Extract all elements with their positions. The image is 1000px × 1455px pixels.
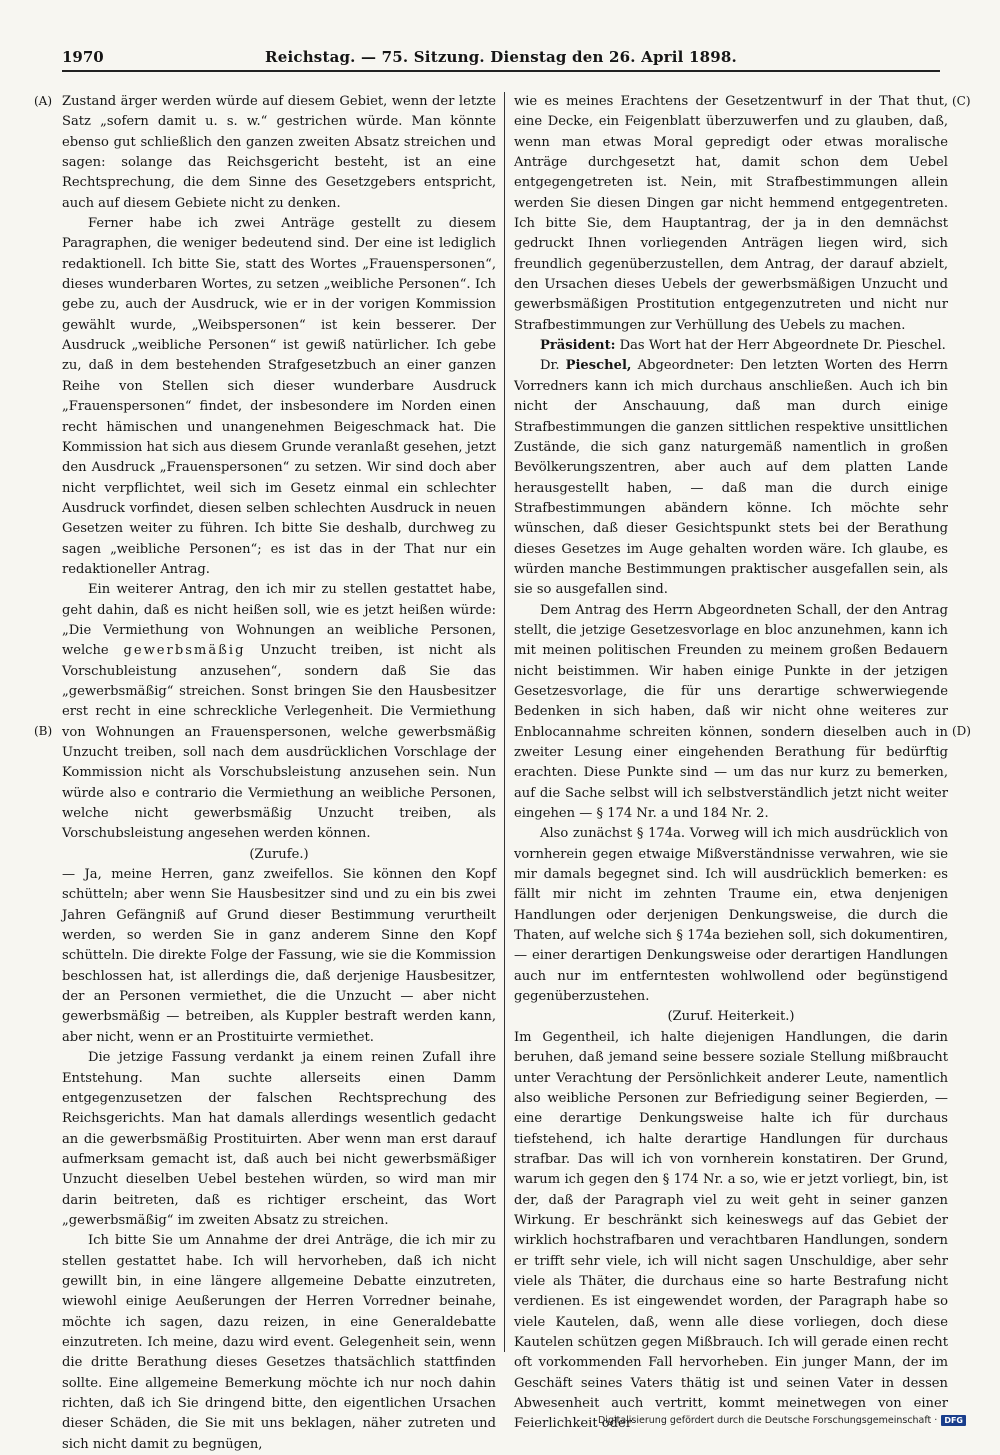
margin-marker-c: (C) [952,94,971,108]
paragraph: Ferner habe ich zwei Anträge gestellt zu diesem Paragraphen, die weniger bedeutend sind. Der eine ist lediglich redaktionell. Ich bitte Sie, statt des Wortes „Frauenspersonen“, dieses wunderbaren Wortes, zu setzen „weibliche Personen“. Ich gebe zu, auch der Ausdruck, wie er in der vorigen Kommission gewählt wurde, „Weibspersonen“ ist kein besserer. Der Ausdruck „weibliche Personen“ ist gewiß natürlicher. Ich gebe zu, daß in dem bestehenden Strafgesetzbuch an einer ganzen Reihe von Stellen sich dieser wunderbare Ausdruck „Frauenspersonen“ findet, der insbesondere im Norden einen recht hämischen und unangenehmen Beigeschmack hat. Die Kommission hat sich aus diesem Grunde veranlaßt gesehen, jetzt den Ausdruck „Frauenspersonen“ zu setzen. Wir sind doch aber nicht verpflichtet, weil sich im Gesetz einmal ein schlechter Ausdruck vorfindet, diesen selben schlechten Ausdruck in neuen Gesetzen weiter zu führen. Ich bitte Sie deshalb, durchweg zu sagen „weibliche Personen“; es ist das in der That nur ein redaktioneller Antrag. [62,216,496,577]
text-run: Abgeordneter: Den letzten Worten des Herrn Vorredners kann ich mich durchaus anschließen. Auch ich bin nicht der Anschauung, daß man durch einige Strafbestimmungen die ganzen sittlichen respektive unsittlichen Zustände, die sich ganz naturgemäß namentlich in großen Bevölkerungszentren, aber auch auf dem platten Lande herausgestellt haben, — daß man die durch einige Strafbestimmungen abändern könne. Ich möchte sehr wünschen, daß dieser Gesichtspunkt stets bei der Berathung dieses Gesetzes im Auge gehalten worden wäre. Ich glaube, es würden manche Bestimmungen praktischer ausgefallen sein, als sie so ausgefallen sind. [514,358,948,598]
interjection: (Zuruf. Heiterkeit.) [667,1009,795,1025]
text-run: Das Wort hat der Herr Abgeordnete Dr. Pieschel. [615,338,946,354]
paragraph: wie es meines Erachtens der Gesetzentwurf in der That thut, eine Decke, ein Feigenblatt überzuwerfen und zu glauben, daß, wenn man etwas Moral gepredigt oder etwas moralische Anträge durchgesetzt hat, damit schon dem Uebel entgegengetreten ist. Nein, mit Strafbestimmungen allein werden Sie diesen Dingen gar nicht hemmend entgegentreten. Ich bitte Sie, dem Hauptantrag, der ja in den demnächst gedruckt Ihnen vorliegenden Anträgen liegen wird, sich freundlich gegenüberzustellen, dem Antrag, der darauf abzielt, den Ursachen dieses Uebels der gewerbsmäßigen Unzucht und gewerbsmäßigen Prostitution entgegenzutreten und nicht nur Strafbestimmungen zur Verhüllung des Uebels zu machen. [514,94,948,333]
paragraph [62,580,496,844]
page-number: 1970 [62,48,104,66]
text-run: Unzucht treiben, ist nicht als Vorschubleistung anzusehen“, sondern daß Sie das „gewerbsmäßig“ streichen. Sonst bringen Sie den Hausbesitzer erst recht in eine schreckliche Verlegenheit. Die Vermiethung von Wohnungen an Frauenspersonen, welche gewerbsmäßig Unzucht treiben, soll nach dem ausdrücklichen Vorschlage der Kommission nicht als Vorschubsleistung anzusehen sein. Nun würde also e contrario die Vermiethung an weibliche Personen, welche nicht gewerbsmäßig Unzucht treiben, als Vorschubsleistung angesehen werden können. [62,643,496,842]
paragraph: Die jetzige Fassung verdankt ja einem reinen Zufall ihre Entstehung. Man suchte allerseits einen Damm entgegenzusetzen der falschen Rechtsprechung des Reichsgerichts. Man hat damals allerdings wesentlich gedacht an die gewerbsmäßig Prostituirten. Aber wenn man erst darauf aufmerksam gemacht ist, daß auch bei nicht gewerbsmäßiger Unzucht dieselben Uebel bestehen würden, so wird man mir darin beitreten, daß es richtiger erscheint, das Wort „gewerbsmäßig“ im zweiten Absatz zu streichen. [62,1050,496,1228]
paragraph: Also zunächst § 174a. Vorweg will ich mich ausdrücklich von vornherein gegen etwaige Mißverständnisse verwahren, wie sie mir damals begegnet sind. Ich will ausdrücklich bemerken: es fällt mir nicht im zehnten Traume ein, etwa denjenigen Handlungen oder derjenigen Denkungsweise, die durch die Thaten, auf welche sich § 174a beziehen soll, sich dokumentiren, — einer derartigen Denkungsweise oder derartigen Handlungen auch nur im entferntesten wohlwollend oder begünstigend gegenüberzustehen. [514,826,948,1005]
paragraph: Zustand ärger werden würde auf diesem Gebiet, wenn der letzte Satz „sofern damit u. s. w.“ gestrichen würde. Man könnte ebenso gut schließlich den ganzen zweiten Absatz streichen und sagen: solange das Reichsgericht besteht, ist an eine Rechtsprechung, die dem Sinne des Gesetzgebers entspricht, auch auf diesem Gebiete nicht zu denken. [62,94,496,211]
footer-text: Digitalisierung gefördert durch die Deutsche Forschungsgemeinschaft · [597,1415,938,1426]
paragraph [514,336,948,356]
paragraph [514,356,948,600]
text-run: Ein weiterer Antrag, den ich mir zu stellen gestattet habe, geht dahin, daß es nicht heißen soll, wie es jetzt heißen würde: „Die Vermiethung von Wohnungen an weibliche Personen, welche [62,582,496,659]
left-column [62,92,496,1452]
margin-marker-d: (D) [952,724,971,738]
running-header [62,46,940,72]
margin-marker-a: (A) [34,94,53,108]
paragraph: Ich bitte Sie um Annahme der drei Anträge, die ich mir zu stellen gestattet habe. Ich will hervorheben, daß ich nicht gewillt bin, in eine längere allgemeine Debatte einzutreten, wiewohl einige Aeußerungen der Herren Vorredner beinahe, möchte ich sagen, dazu reizen, in eine Generaldebatte einzutreten. Ich meine, dazu wird event. Gelegenheit sein, wenn die dritte Berathung dieses Gesetzes thatsächlich stattfinden sollte. Eine allgemeine Bemerkung möchte ich nur noch dahin richten, daß ich Sie dringend bitte, den eigentlichen Ursachen dieser Schäden, die Sie mit uns beklagen, näher zutreten und sich nicht damit zu begnügen, [62,1233,496,1452]
paragraph: Im Gegentheil, ich halte diejenigen Handlungen, die darin beruhen, daß jemand seine bessere soziale Stellung mißbraucht unter Verachtung der Persönlichkeit anderer Leute, namentlich also weibliche Personen zur Befriedigung seiner Begierden, — eine derartige Denkungsweise halte ich für durchaus tiefstehend, ich halte derartige Handlungen für durchaus strafbar. Das will ich von vornherein konstatiren. Der Grund, warum ich gegen den § 174 Nr. a so, wie er jetzt vorliegt, bin, ist der, daß der Paragraph viel zu weit geht in seiner ganzen Wirkung. Er beschränkt sich keineswegs auf das Gebiet der wirklich hochstrafbaren und verachtbaren Handlungen, sondern er trifft sehr viele, ich will nicht sagen Unschuldige, aber sehr viele als Thäter, die durchaus eine so harte Bestrafung nicht verdienen. Es ist eingewendet worden, der Paragraph habe so viele Kautelen, daß, wenn alle diese vorliegen, doch diese Kautelen schützen gegen Mißbrauch. Ich will gerade einen recht oft vorkommenden Fall hervorheben. Ein junger Mann, der im Geschäft seines Vaters thätig ist und seinen Vater in dessen Abwesenheit auch vertritt, kommt meinetwegen von einer Feierlichkeit oder [514,1029,948,1432]
speaker-label: Präsident: [540,338,616,354]
interjection: (Zurufe.) [249,846,309,862]
paragraph: — Ja, meine Herren, ganz zweifellos. Sie können den Kopf schütteln; aber wenn Sie Hausbesitzer sind und zu ein bis zwei Jahren Gefängniß auf Grund dieser Bestimmung verurtheilt werden, so werden Sie in ganz anderem Sinne den Kopf schütteln. Die direkte Folge der Fassung, wie sie die Kommission beschlossen hat, ist allerdings die, daß derjenige Hausbesitzer, der an Personen vermiethet, die die Unzucht — aber nicht gewerbsmäßig — betreiben, als Kuppler bestraft werden kann, aber nicht, wenn er an Prostituirte vermiethet. [62,867,496,1045]
emphasized-word: gewerbsmäßig [123,643,246,659]
speaker-name: Pieschel, [565,358,632,374]
paragraph: Dem Antrag des Herrn Abgeordneten Schall, der den Antrag stellt, die jetzige Gesetzesvorlage en bloc anzunehmen, kann ich mit meinen politischen Freunden zu meinem großen Bedauern nicht beistimmen. Wir haben einige Punkte in der jetzigen Gesetzesvorlage, die für uns derartige schwerwiegende Bedenken in sich haben, daß wir nicht ohne weiteres zur Enblocannahme schreiten können, sondern dieselben auch in zweiter Lesung einer eingehenden Berathung für bedürftig erachten. Diese Punkte sind — um das nur kurz zu bemerken, auf die Sache selbst will ich selbstverständlich jetzt nicht weiter eingehen — § 174 Nr. a und 184 Nr. 2. [514,602,948,822]
text-run: Dr. [540,358,566,374]
footer-credit [598,1415,966,1426]
dfg-logo: DFG [941,1415,966,1426]
column-divider [504,92,505,1352]
margin-marker-b: (B) [34,724,53,738]
page-title: Reichstag. — 75. Sitzung. Dienstag den 26. April 1898. [265,48,737,66]
